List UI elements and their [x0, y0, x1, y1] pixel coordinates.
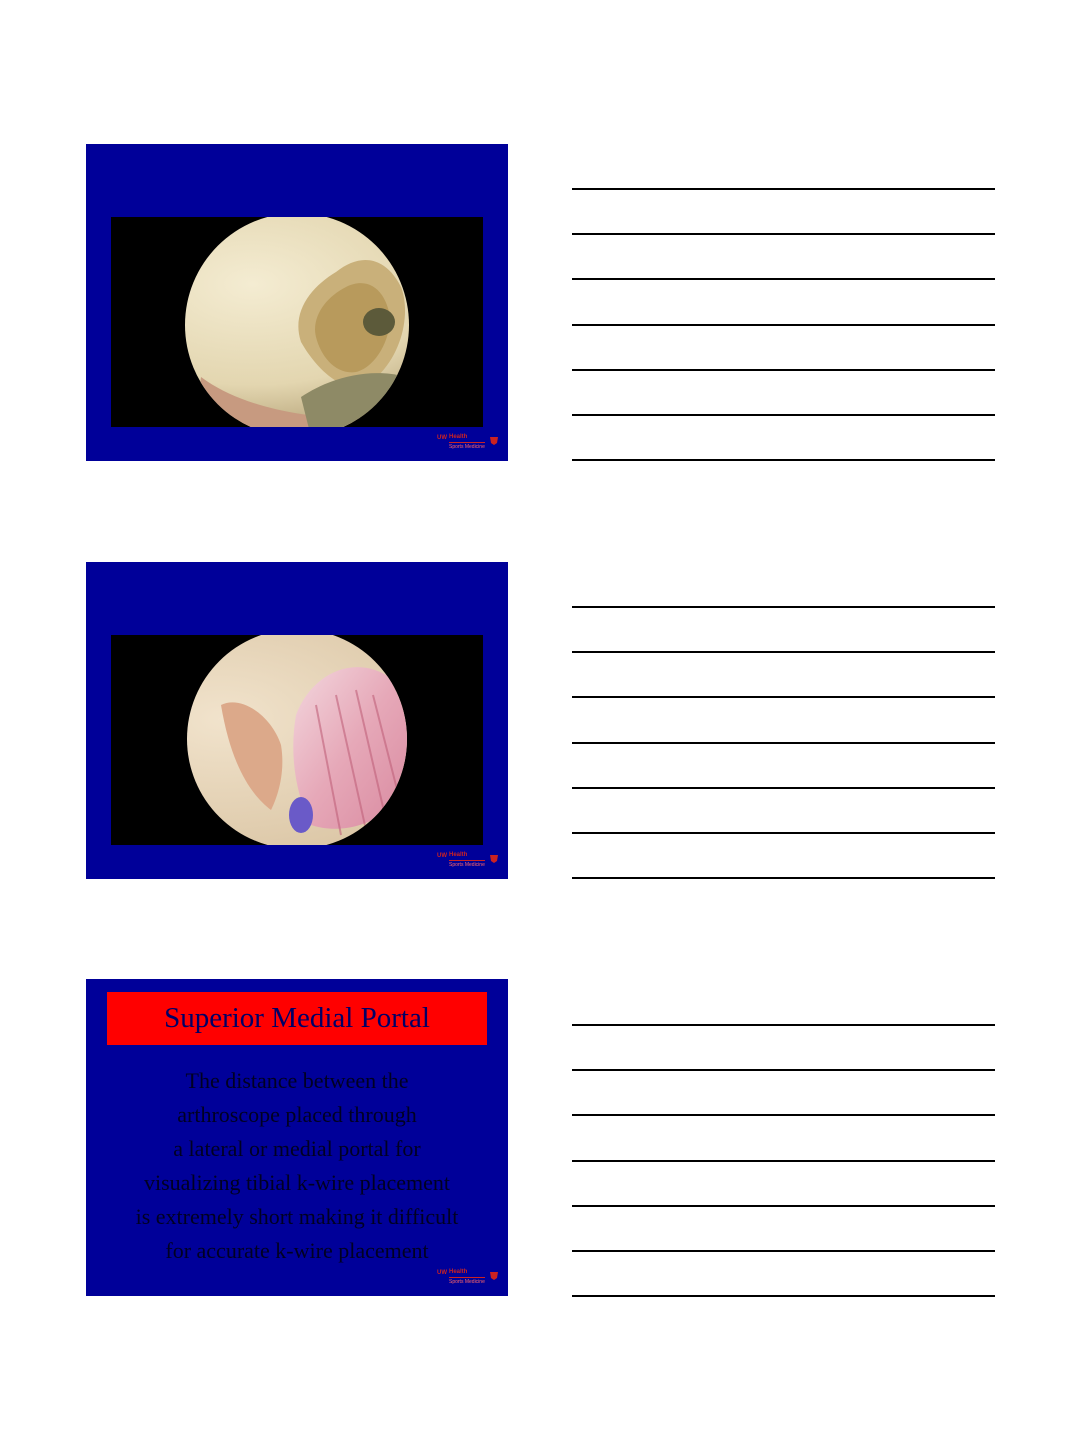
note-line: [572, 1295, 995, 1297]
body-line: arthroscope placed through: [177, 1102, 417, 1127]
note-line: [572, 414, 995, 416]
badger-crest-icon: [489, 854, 499, 864]
note-line: [572, 696, 995, 698]
body-line: visualizing tibial k-wire placement: [143, 1170, 451, 1195]
note-line: [572, 1205, 995, 1207]
note-line: [572, 1069, 995, 1071]
slide-title: Superior Medial Portal: [107, 992, 487, 1045]
note-line: [572, 459, 995, 461]
body-line: The distance between the: [185, 1068, 409, 1093]
note-line: [572, 742, 995, 744]
note-line: [572, 877, 995, 879]
uw-health-logo: UW Health Sports Medicine: [437, 434, 499, 454]
body-line: is extremely short making it difficult: [135, 1204, 459, 1229]
note-line: [572, 1024, 995, 1026]
slide-3: [86, 979, 508, 1296]
note-line: [572, 233, 995, 235]
note-line: [572, 651, 995, 653]
slide-2: [86, 562, 508, 879]
badger-crest-icon: [489, 1271, 499, 1281]
note-line: [572, 832, 995, 834]
note-line: [572, 188, 995, 190]
note-line: [572, 606, 995, 608]
slide-1: [86, 144, 508, 461]
note-line: [572, 324, 995, 326]
note-line: [572, 369, 995, 371]
arthroscopic-image-2: [111, 635, 483, 845]
body-line: a lateral or medial portal for: [173, 1136, 421, 1161]
note-line: [572, 1250, 995, 1252]
body-line: for accurate k-wire placement: [165, 1238, 429, 1263]
uw-health-logo: UW Health Sports Medicine: [437, 1269, 499, 1289]
note-line: [572, 787, 995, 789]
note-line: [572, 1114, 995, 1116]
slide-body: [107, 1064, 487, 1268]
uw-health-logo: UW Health Sports Medicine: [437, 852, 499, 872]
arthroscopic-image-1: [111, 217, 483, 427]
badger-crest-icon: [489, 436, 499, 446]
note-line: [572, 1160, 995, 1162]
note-line: [572, 278, 995, 280]
